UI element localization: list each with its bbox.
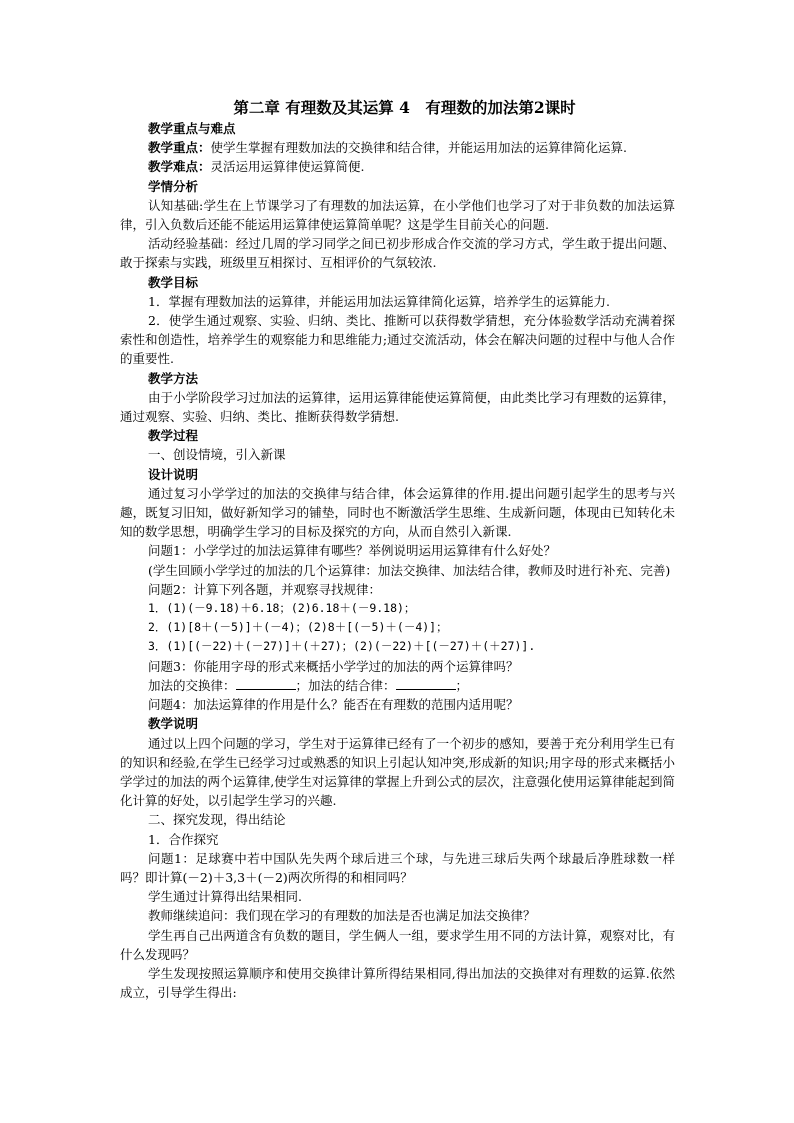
difficulty-label: 教学难点： xyxy=(148,159,211,175)
question-1: 问题1：小学学过的加法运算律有哪些？举例说明运用运算律有什么好处？ xyxy=(148,543,556,559)
laws-end: ； xyxy=(455,677,469,693)
analysis-paragraph-1: 认知基础:学生在上节课学习了有理数的加法运算，在小学他们也学习了对于非负数的加法运算律，引入负数后还能不能运用运算律使运算简单呢？这是学生目前关心的问题. xyxy=(120,197,675,233)
difficulty-paragraph xyxy=(120,157,675,176)
sub-step-cooperation: 1．合作探究 xyxy=(148,831,219,847)
question-1-note: (学生回顾小学学过的加法的几个运算律：加法交换律、加法结合律，教师及时进行补充、完善) xyxy=(148,562,671,578)
commutative-label: 加法的交换律： xyxy=(148,677,236,693)
calc-line-3: 3．(1)[(－22)＋(－27)]＋(＋27)；(2)(－22)＋[(－27)＋(＋27)]. xyxy=(148,639,536,654)
section-heading-method: 教学方法 xyxy=(148,370,199,386)
teaching-note-paragraph: 通过以上四个问题的学习，学生对于运算律已经有了一个初步的感知，要善于充分利用学生已有的知识和经验,在学生已经学习过或熟悉的知识上引起认知冲突,形成新的知识;用字母的形式来概括小学学过的加法的两个运算律,使学生对运算律的掌握上升到公式的层次，注意强化使用运算律能起到简化计算的好处，以引起学生学习的兴趣. xyxy=(120,735,675,809)
calc-line-2: 2．(1)[8＋(－5)]＋(－4)；(2)8＋[(－5)＋(－4)]； xyxy=(148,620,448,635)
step-two-title: 二、探究发现，得出结论 xyxy=(148,812,286,828)
teaching-note-heading: 教学说明 xyxy=(148,716,199,732)
key-point-label: 教学重点： xyxy=(148,140,211,156)
design-paragraph: 通过复习小学学过的加法的交换律与结合律，体会运算律的作用.提出问题引起学生的思考与兴趣，既复习旧知，做好新知学习的铺垫，同时也不断激活学生思维、生成新问题，体现由已知转化未知的数学思想，明确学生学习的目标及探究的方向，从而自然引入新课. xyxy=(120,485,675,540)
analysis-paragraph-2: 活动经验基础：经过几周的学习同学之间已初步形成合作交流的学习方式，学生敢于提出问题、敢于探索与实践，班级里互相探讨、互相评价的气氛较浓. xyxy=(120,236,675,271)
calc-line-1: 1．(1)(－9.18)＋6.18；(2)6.18＋(－9.18)； xyxy=(148,601,416,616)
section-heading-goals: 教学目标 xyxy=(148,274,199,290)
key-point-paragraph xyxy=(120,138,675,157)
associative-blank xyxy=(396,677,456,690)
goal-item-2: 2．使学生通过观察、实验、归纳、类比、推断可以获得数学猜想，充分体验数学活动充满着探索性和创造性，培养学生的观察能力和思维能力;通过交流活动，体会在解决问题的过程中与他人合作的重要性. xyxy=(120,313,675,367)
teacher-follow-up: 教师继续追问：我们现在学习的有理数的加法是否也满足加法交换律？ xyxy=(148,908,536,924)
student-task: 学生再自己出两道含有负数的题目，学生俩人一组，要求学生用不同的方法计算，观察对比，有什么发现吗？ xyxy=(120,927,675,962)
page-title: 第二章 有理数及其运算 4 有理数的加法第2课时 xyxy=(233,98,576,117)
question-3: 问题3：你能用字母的形式来概括小学学过的加法的两个运算律吗？ xyxy=(148,658,519,674)
goal-item-1: 1．掌握有理数加法的运算律，并能运用加法运算律简化运算，培养学生的运算能力. xyxy=(148,293,610,309)
associative-label: ；加法的结合律： xyxy=(295,677,396,693)
commutative-blank xyxy=(236,677,296,690)
key-point-text: 使学生掌握有理数加法的交换律和结合律，并能运用加法的运算律简化运算. xyxy=(210,140,627,156)
section-heading-analysis: 学情分析 xyxy=(148,178,199,194)
difficulty-text: 灵活运用运算律使运算简便. xyxy=(210,159,365,175)
explore-result: 学生通过计算得出结果相同. xyxy=(148,889,302,905)
laws-line xyxy=(120,676,675,695)
explore-question-1: 问题1：足球赛中若中国队先失两个球后进三个球，与先进三球后失两个球最后净胜球数一样吗？即计算(－2)＋3,3＋(－2)两次所得的和相同吗？ xyxy=(120,850,675,885)
student-finding: 学生发现按照运算顺序和使用交换律计算所得结果相同,得出加法的交换律对有理数的运算.依然成立，引导学生得出: xyxy=(120,965,675,1001)
design-heading: 设计说明 xyxy=(148,466,199,482)
section-heading-focus: 教学重点与难点 xyxy=(148,121,236,136)
method-paragraph: 由于小学阶段学习过加法的运算律，运用运算律能使运算简便，由此类比学习有理数的运算律，通过观察、实验、归纳、类比、推断获得数学猜想. xyxy=(120,389,675,425)
question-2: 问题2：计算下列各题，并观察寻找规律： xyxy=(148,581,381,597)
section-heading-process: 教学过程 xyxy=(148,428,199,444)
document-body xyxy=(120,98,675,1002)
question-4: 问题4：加法运算律的作用是什么？能否在有理数的范围内适用呢？ xyxy=(148,697,519,713)
step-one-title: 一、创设情境，引入新课 xyxy=(148,447,286,463)
